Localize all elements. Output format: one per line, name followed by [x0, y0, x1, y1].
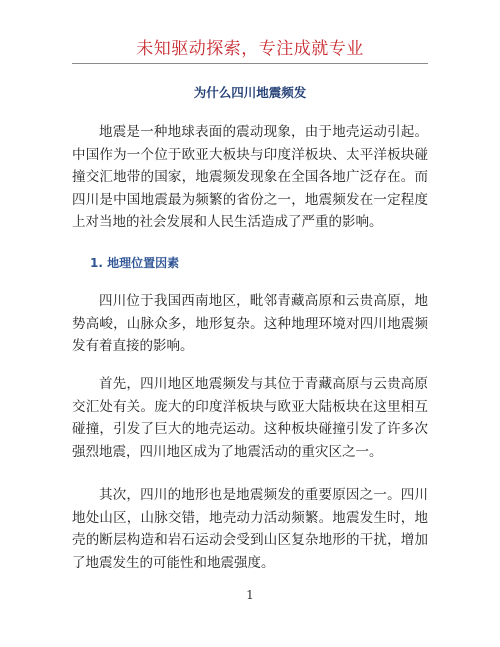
section-heading: 1. 地理位置因素 — [90, 256, 180, 270]
body-paragraph: 首先，四川地区地震频发与其位于青藏高原与云贵高原交汇处有关。庞大的印度洋板块与欧亚大陆板块在这里相互碰撞，引发了巨大的地壳运动。这种板块碰撞引发了许多次强烈地震，四川地区成为了地震活动的重灾区之一。 — [72, 376, 428, 460]
page-number: 1 — [246, 588, 254, 602]
body-paragraph: 四川位于我国西南地区，毗邻青藏高原和云贵高原，地势高峻，山脉众多，地形复杂。这种地理环境对四川地震频发有着直接的影响。 — [72, 293, 428, 354]
header-divider — [72, 63, 428, 64]
header-tagline: 未知驱动探索，专注成就专业 — [136, 39, 364, 59]
document-title: 为什么四川地震频发 — [193, 85, 307, 100]
body-paragraph: 其次，四川的地形也是地震频发的重要原因之一。四川地处山区，山脉交错，地壳动力活动频繁。地震发生时，地壳的断层构造和岩石运动会受到山区复杂地形的干扰，增加了地震发生的可能性和地震强度。 — [72, 487, 428, 571]
intro-paragraph: 地震是一种地球表面的震动现象，由于地壳运动引起。中国作为一个位于欧亚大板块与印度洋板块、太平洋板块碰撞交汇地带的国家，地震频发现象在全国各地广泛存在。而四川是中国地震最为频繁的省份之一，地震频发在一定程度上对当地的社会发展和人民生活造成了严重的影响。 — [72, 124, 428, 230]
